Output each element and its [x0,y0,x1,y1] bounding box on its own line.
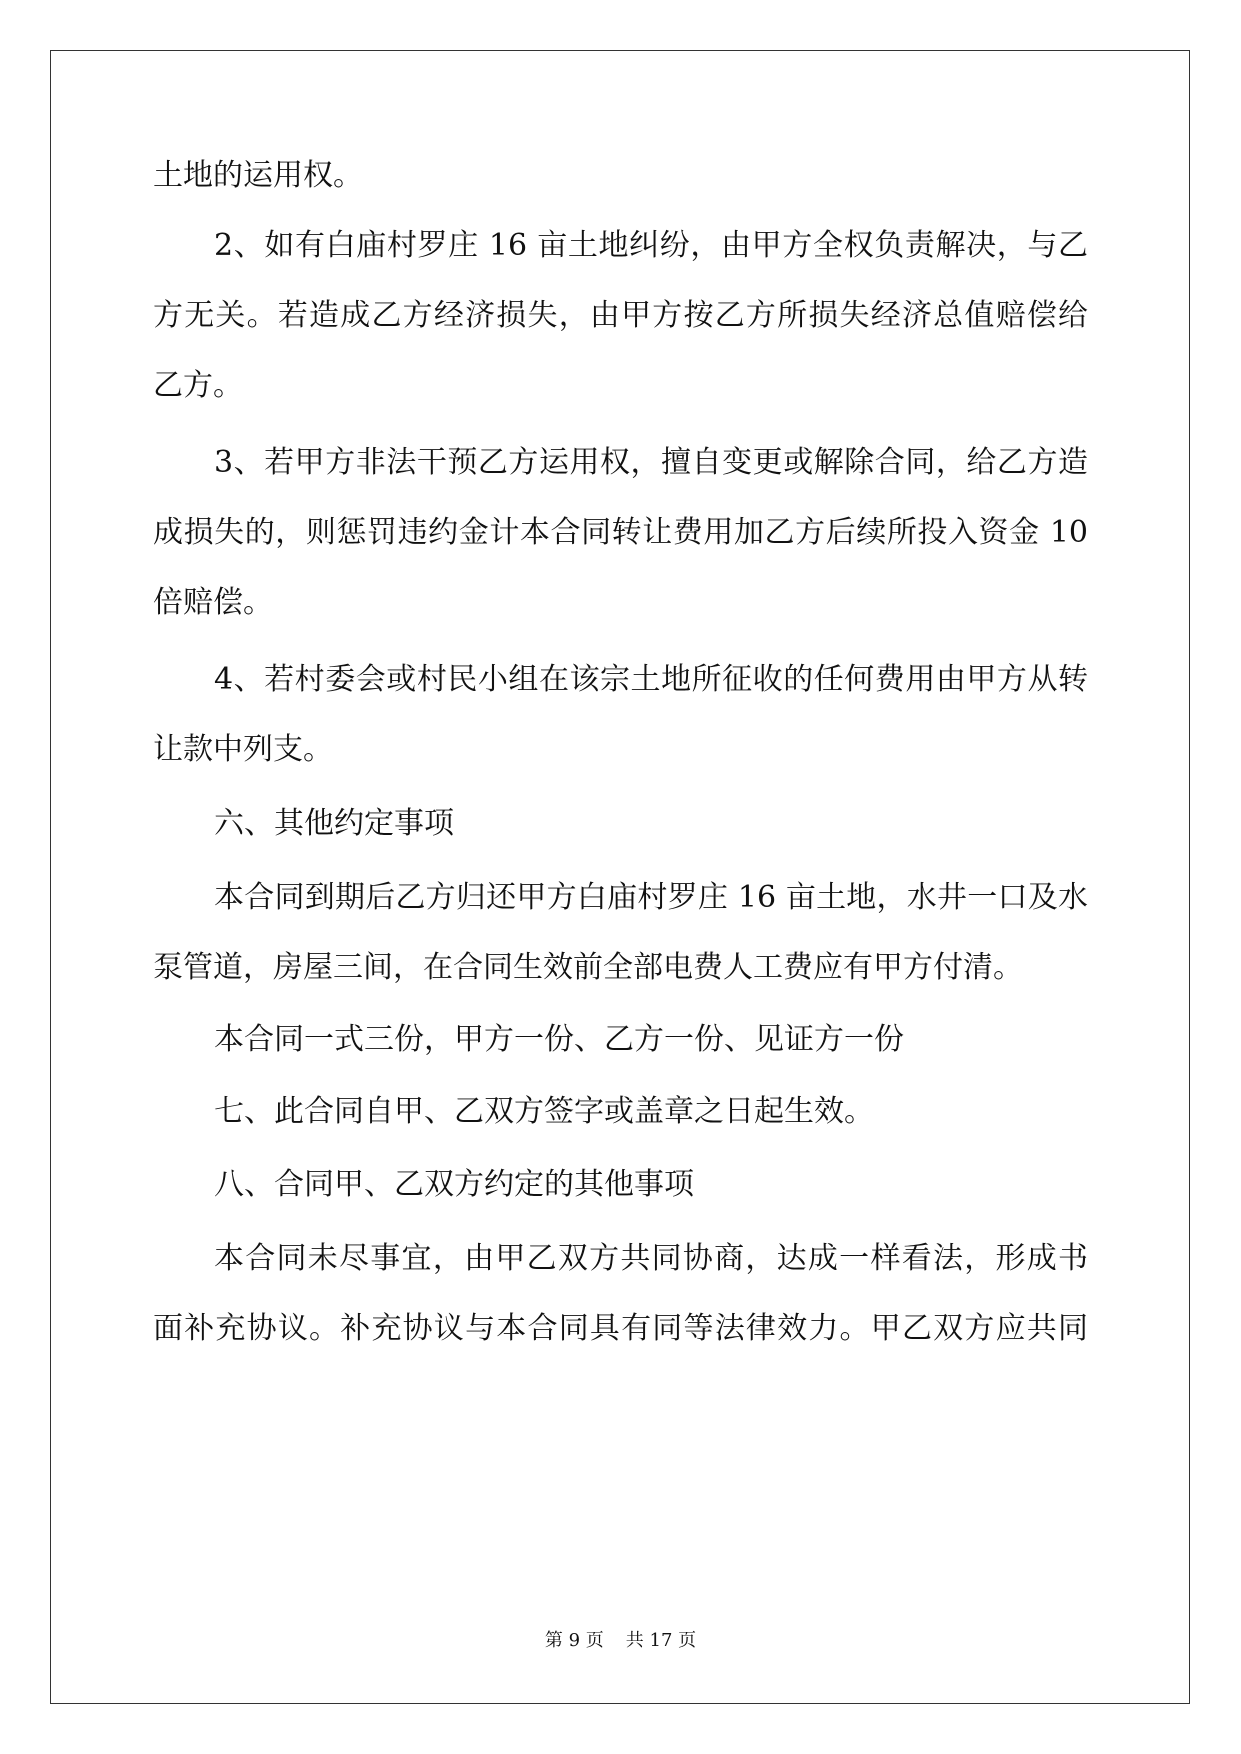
text-line: 2、如有白庙村罗庄 16 亩土地纠纷，由甲方全权负责解决，与乙 [214,228,1088,263]
section-heading: 七、此合同自甲、乙双方签字或盖章之日起生效。 [214,1094,874,1129]
text-line: 倍赔偿。 [153,585,273,620]
text-line: 让款中列支。 [153,732,333,767]
page-footer [0,1629,1241,1653]
text-line: 土地的运用权。 [153,158,363,193]
section-heading: 八、合同甲、乙双方约定的其他事项 [214,1167,694,1202]
page-total: 共 17 页 [625,1630,697,1651]
text-line: 本合同到期后乙方归还甲方白庙村罗庄 16 亩土地，水井一口及水 [214,880,1088,915]
text-line: 3、若甲方非法干预乙方运用权，擅自变更或解除合同，给乙方造 [214,445,1088,480]
text-line: 泵管道，房屋三间，在合同生效前全部电费人工费应有甲方付清。 [153,950,1023,985]
text-line: 面补充协议。补充协议与本合同具有同等法律效力。甲乙双方应共同 [153,1311,1088,1346]
text-line: 成损失的，则惩罚违约金计本合同转让费用加乙方后续所投入资金 10 [153,515,1088,550]
text-line: 4、若村委会或村民小组在该宗土地所征收的任何费用由甲方从转 [214,662,1088,697]
text-line: 本合同未尽事宜，由甲乙双方共同协商，达成一样看法，形成书 [214,1241,1088,1276]
text-line: 乙方。 [153,368,243,403]
section-heading: 六、其他约定事项 [214,806,454,841]
page-number: 第 9 页 [544,1630,604,1651]
text-line: 本合同一式三份，甲方一份、乙方一份、见证方一份 [214,1022,904,1057]
text-line: 方无关。若造成乙方经济损失，由甲方按乙方所损失经济总值赔偿给 [153,298,1088,333]
